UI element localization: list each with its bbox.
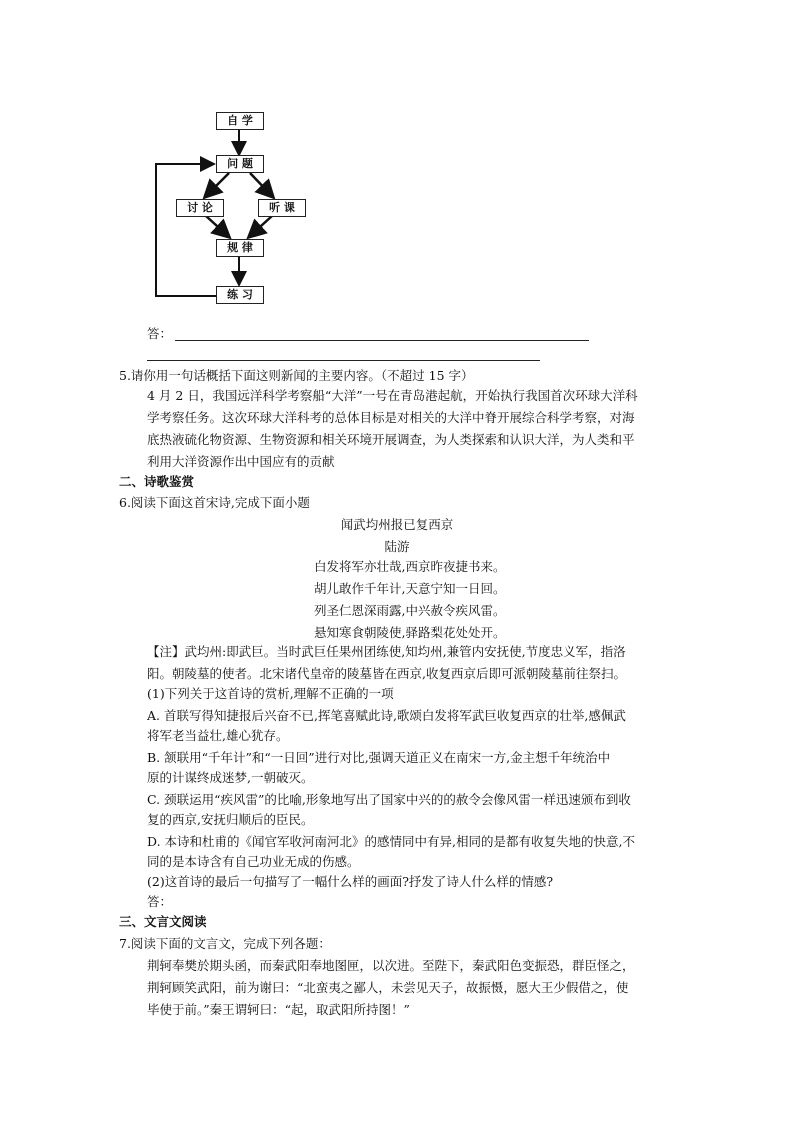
q7-line: 荆轲顾笑武阳，前为谢曰：“北蛮夷之鄙人，未尝见天子，故振慑，愿大王少假借之，使: [147, 980, 629, 995]
poem-note: 【注】武均州:即武巨。当时武巨任果州团练使,知均州,兼管内安抚使,节度忠义军，指洛: [147, 644, 626, 659]
section-poetry-heading: 二、诗歌鉴赏: [119, 474, 195, 489]
q6-answer-label: 答：: [147, 894, 173, 909]
answer-line-1: [175, 340, 589, 341]
q6-option-c: C. 颈联运用“疾风雷”的比喻,形象地写出了国家中兴的的赦令会像风雷一样迅速颁布到收: [147, 792, 631, 807]
q5-line: 4 月 2 日，我国远洋科学考察船“大洋”一号在青岛港起航，开始执行我国首次环球大洋科: [147, 388, 638, 403]
q6-prompt: 6.阅读下面这首宋诗,完成下面小题: [119, 495, 310, 510]
section-classical-heading: 三、文言文阅读: [119, 914, 207, 929]
flowchart-arrows: [0, 0, 794, 320]
node-lecture: 听 课: [258, 199, 306, 217]
answer-label: 答：: [147, 326, 173, 341]
q6-option-a: 将军老当益壮,雄心犹存。: [147, 728, 289, 743]
poem-author: 陆游: [384, 539, 410, 554]
q6-sub2: (2)这首诗的最后一句描写了一幅什么样的画面?抒发了诗人什么样的情感?: [147, 874, 554, 889]
q6-option-d: 同的是本诗含有自己功业无成的伤感。: [147, 854, 360, 869]
q6-sub1: (1)下列关于这首诗的赏析,理解不正确的一项: [147, 686, 394, 701]
node-question: 问 题: [216, 155, 264, 173]
poem-line: 胡儿敢作千年计,天意宁知一日回。: [314, 581, 506, 596]
node-self-study: 自 学: [216, 112, 264, 130]
q6-option-a: A. 首联写得知捷报后兴奋不已,挥笔喜赋此诗,歌颂白发将军武巨收复西京的壮举,感佩武: [147, 708, 626, 723]
poem-title: 闻武均州报已复西京: [340, 517, 454, 532]
q5-prompt: 5.请你用一句话概括下面这则新闻的主要内容。（不超过 15 字）: [119, 368, 474, 383]
q6-option-b: B. 颔联用“千年计”和“一日回”进行对比,强调天道正义在南宋一方,金主想千年统治中: [147, 750, 611, 765]
q6-option-c: 复的西京,安抚归顺后的臣民。: [147, 812, 314, 827]
q5-line: 利用大洋资源作出中国应有的贡献: [147, 454, 335, 469]
poem-line: 列圣仁恩深雨露,中兴赦令疾风雷。: [314, 603, 506, 618]
poem-line: 白发将军亦壮哉,西京昨夜捷书来。: [314, 559, 506, 574]
q5-line: 学考察任务。这次环球大洋科考的总体目标是对相关的大洋中脊开展综合科学考察，对海: [147, 410, 635, 425]
q6-option-d: D. 本诗和杜甫的《闻官军收河南河北》的感情同中有异,相同的是都有收复失地的快意,不: [147, 834, 635, 849]
poem-line: 悬知寒食朝陵使,驿路梨花处处开。: [314, 625, 506, 640]
q6-option-b: 原的计谋终成迷梦,一朝破灭。: [147, 770, 314, 785]
q5-line: 底热液硫化物资源、生物资源和相关环境开展调查，为人类探索和认识大洋，为人类和平: [147, 432, 635, 447]
q7-line: 毕使于前。”秦王谓轲曰：“起，取武阳所持图！”: [147, 1002, 410, 1017]
node-practice: 练 习: [216, 286, 264, 304]
poem-note: 阳。朝陵墓的使者。北宋诸代皇帝的陵墓皆在西京,收复西京后即可派朝陵墓前往祭扫。: [147, 666, 626, 681]
node-discuss: 讨 论: [176, 199, 224, 217]
node-rule: 规 律: [216, 239, 264, 257]
q7-line: 荆轲奉樊於期头函，而秦武阳奉地图匣，以次进。至陛下，秦武阳色变振恐，群臣怪之，: [147, 958, 635, 973]
q7-prompt: 7.阅读下面的文言文，完成下列各题：: [119, 936, 331, 951]
answer-line-2: [147, 360, 540, 361]
